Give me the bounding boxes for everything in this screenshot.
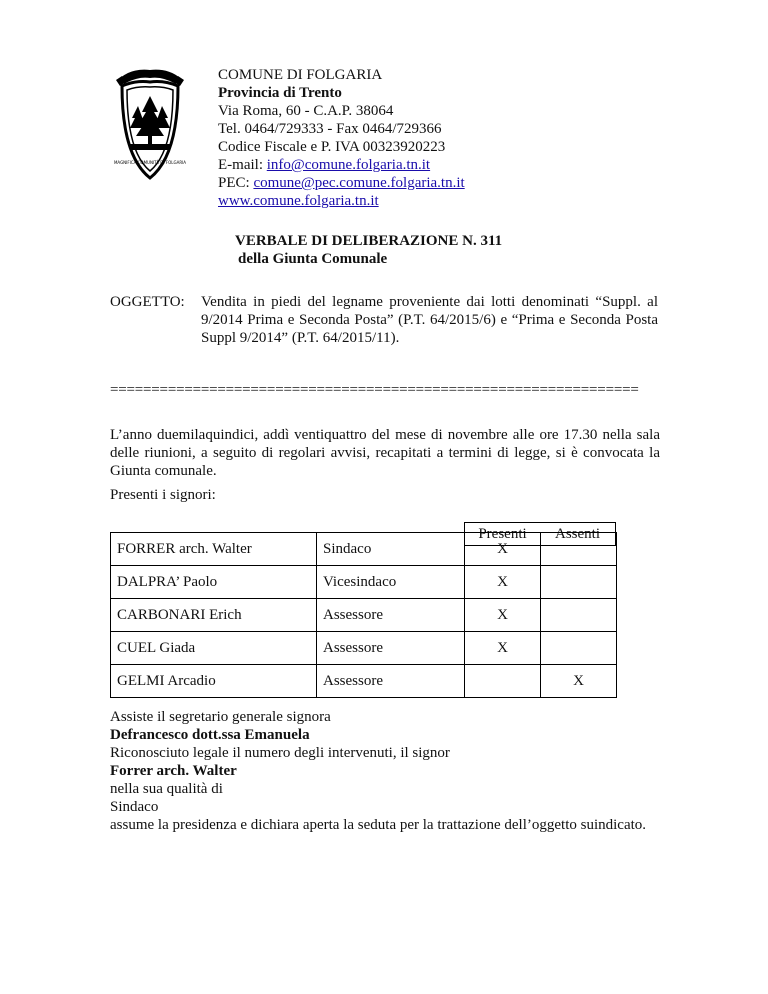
attendance-row <box>111 566 617 599</box>
website-line <box>218 192 465 210</box>
president-name: Forrer arch. Walter <box>110 763 237 779</box>
subject-label: OGGETTO: <box>110 294 185 310</box>
member-name: FORRER arch. Walter <box>111 533 317 566</box>
secretary-intro: Assiste il segretario generale signora <box>110 709 331 725</box>
absent-mark: X <box>541 665 617 698</box>
attendance-row <box>111 665 617 698</box>
member-role: Sindaco <box>317 533 465 566</box>
address: Via Roma, 60 - C.A.P. 38064 <box>218 103 394 119</box>
municipal-seal-logo <box>112 66 188 186</box>
column-header-present: Presenti <box>464 522 541 546</box>
attendance-row <box>111 632 617 665</box>
absent-mark <box>541 599 617 632</box>
subject-text: Vendita in piedi del legname proveniente dai lotti denominati “Suppl. al 9/2014 Prima e Seconda Posta” (P.T. 64/2015/6) e “Prima e Seconda Posta Suppl 9/2014” (P.T. 64/2015/11). <box>201 294 658 346</box>
separator-line: ================================================================ <box>110 382 639 398</box>
intro-paragraph: L’anno duemilaquindici, addì ventiquattro del mese di novembre alle ore 17.30 nella sala delle riunioni, a seguito di regolari avvisi, recapitati a termini di legge, si è convocata la Giunta comunale. <box>110 427 660 479</box>
letterhead <box>218 66 465 210</box>
present-mark <box>465 665 541 698</box>
email-label: E-mail: <box>218 157 267 173</box>
absent-mark <box>541 533 617 566</box>
member-name: CARBONARI Erich <box>111 599 317 632</box>
attendance-table <box>110 532 617 698</box>
secretary-name: Defrancesco dott.ssa Emanuela <box>110 727 310 743</box>
member-role: Vicesindaco <box>317 566 465 599</box>
present-mark: X <box>465 566 541 599</box>
pec-link[interactable]: comune@pec.comune.folgaria.tn.it <box>253 175 465 191</box>
attendees-label: Presenti i signori: <box>110 487 216 503</box>
member-role: Assessore <box>317 599 465 632</box>
pec-label: PEC: <box>218 175 254 191</box>
seal-inscription: MAGNIFICA COMUNITÀ DI FOLGARIA <box>113 160 187 165</box>
municipality-name: COMUNE DI FOLGARIA <box>218 67 383 83</box>
attendance-row <box>111 599 617 632</box>
member-role: Assessore <box>317 632 465 665</box>
president-role: Sindaco <box>110 799 159 815</box>
attendance-row <box>111 533 617 566</box>
absent-mark <box>541 632 617 665</box>
pec-line <box>218 174 465 192</box>
quorum-text: Riconosciuto legale il numero degli intervenuti, il signor <box>110 745 450 761</box>
document-title <box>235 232 502 268</box>
member-role: Assessore <box>317 665 465 698</box>
title-line-1: VERBALE DI DELIBERAZIONE N. 311 <box>235 233 503 249</box>
email-line <box>218 156 465 174</box>
province-name: Provincia di Trento <box>218 85 342 101</box>
member-name: GELMI Arcadio <box>111 665 317 698</box>
column-header-absent: Assenti <box>540 522 616 546</box>
member-name: CUEL Giada <box>111 632 317 665</box>
phone-fax: Tel. 0464/729333 - Fax 0464/729366 <box>218 121 442 137</box>
opening-statement: assume la presidenza e dichiara aperta la seduta per la trattazione dell’oggetto suindicato. <box>110 817 647 833</box>
present-mark: X <box>465 632 541 665</box>
tax-code: Codice Fiscale e P. IVA 00323920223 <box>218 139 446 155</box>
present-mark: X <box>465 533 541 566</box>
capacity-text: nella sua qualità di <box>110 781 223 797</box>
email-link[interactable]: info@comune.folgaria.tn.it <box>266 157 431 173</box>
session-details <box>110 708 665 834</box>
website-link[interactable]: www.comune.folgaria.tn.it <box>218 193 379 209</box>
present-mark: X <box>465 599 541 632</box>
title-line-2: della Giunta Comunale <box>238 251 388 267</box>
attendance-table-body <box>111 533 617 698</box>
absent-mark <box>541 566 617 599</box>
member-name: DALPRA’ Paolo <box>111 566 317 599</box>
